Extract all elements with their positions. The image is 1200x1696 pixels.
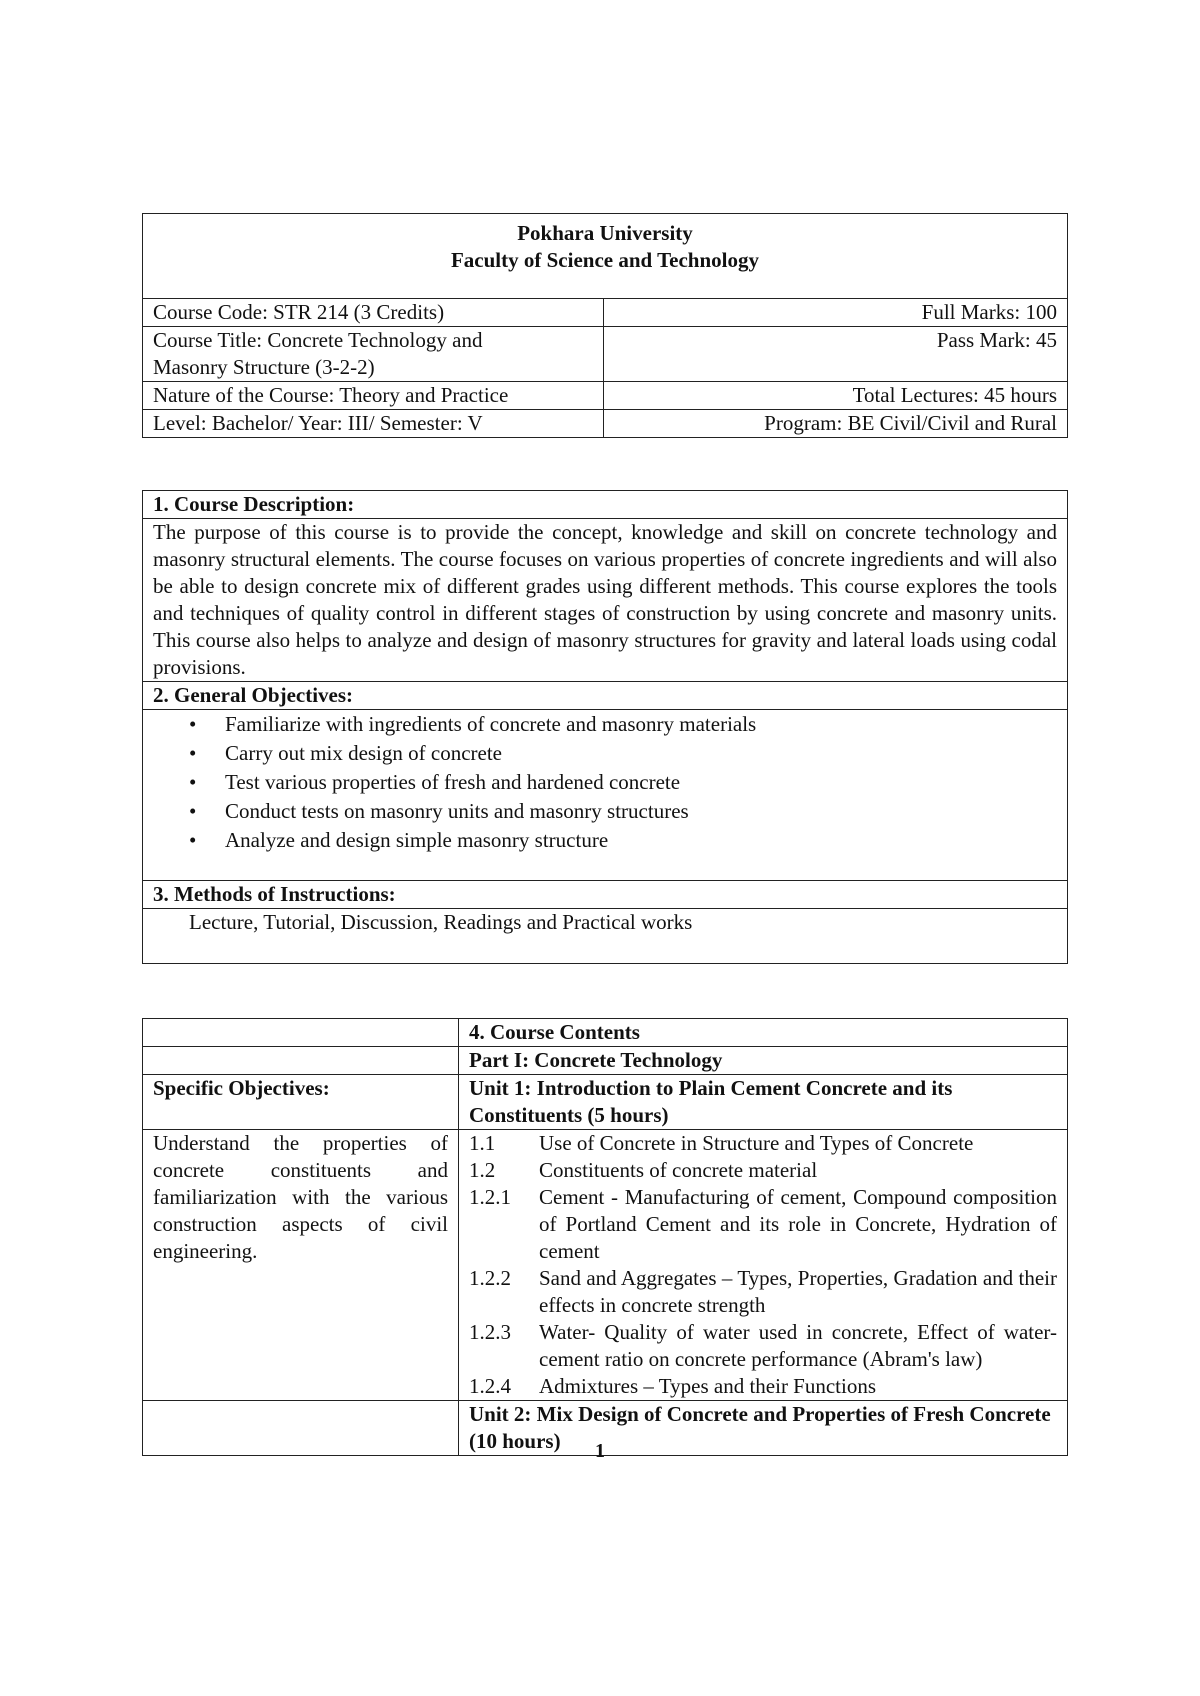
contents-heading: 4. Course Contents	[459, 1019, 1068, 1047]
part1-heading: Part I: Concrete Technology	[459, 1047, 1068, 1075]
total-lectures: Total Lectures: 45 hours	[604, 382, 1068, 410]
course-title-line2: Masonry Structure (3-2-2)	[153, 355, 375, 379]
course-nature: Nature of the Course: Theory and Practice	[143, 382, 604, 410]
objectives-list	[153, 710, 1057, 855]
methods-text: Lecture, Tutorial, Discussion, Readings and Practical works	[143, 909, 1068, 964]
item-text: Admixtures – Types and their Functions	[539, 1374, 877, 1398]
description-heading: 1. Course Description:	[143, 491, 1068, 519]
course-contents-table	[142, 1018, 1068, 1456]
list-item: • Carry out mix design of concrete	[225, 739, 1057, 768]
course-code: Course Code: STR 214 (3 Credits)	[143, 299, 604, 327]
item-number: 1.2.3	[469, 1320, 511, 1344]
unit2-title: Unit 2: Mix Design of Concrete and Properties of Fresh Concrete (10 hours)	[459, 1401, 1068, 1456]
list-item	[469, 1184, 1057, 1265]
header-cell	[143, 214, 1068, 299]
specific-objectives-label: Specific Objectives:	[143, 1075, 459, 1130]
unit1-contents	[459, 1130, 1068, 1401]
faculty-name: Faculty of Science and Technology	[450, 248, 760, 272]
university-name: Pokhara University	[517, 221, 693, 245]
item-text: Constituents of concrete material	[539, 1158, 818, 1182]
unit1-objective: Understand the properties of concrete constituents and familiarization with the various construction aspects of civil engineering.	[143, 1130, 459, 1401]
item-text: Water- Quality of water used in concrete, Effect of water-cement ratio on concrete performance (Abram's law)	[539, 1320, 1057, 1371]
description-text: The purpose of this course is to provide the concept, knowledge and skill on concrete technology and masonry structural elements. The course focuses on various properties of concrete ingredients and will also be able to design concrete mix of different grades using different methods. This course explores the tools and techniques of quality control in different stages of construction by using concrete and masonry units. This course also helps to analyze and design of masonry structures for gravity and lateral loads using codal provisions.	[143, 519, 1068, 682]
list-item	[469, 1319, 1057, 1373]
item-text: Use of Concrete in Structure and Types of Concrete	[539, 1131, 974, 1155]
list-item: • Familiarize with ingredients of concrete and masonry materials	[225, 710, 1057, 739]
objectives-cell	[143, 710, 1068, 881]
list-item	[469, 1130, 1057, 1157]
item-number: 1.2.2	[469, 1266, 511, 1290]
course-overview-table	[142, 490, 1068, 964]
course-info-table	[142, 213, 1068, 438]
course-title	[143, 327, 604, 382]
list-item	[469, 1157, 1057, 1184]
course-title-line1: Course Title: Concrete Technology and	[153, 328, 483, 352]
list-item: • Analyze and design simple masonry structure	[225, 826, 1057, 855]
item-text: Cement - Manufacturing of cement, Compound composition of Portland Cement and its role in Concrete, Hydration of cement	[539, 1185, 1057, 1263]
item-number: 1.2.1	[469, 1185, 511, 1209]
objectives-heading: 2. General Objectives:	[143, 682, 1068, 710]
pass-mark: Pass Mark: 45	[604, 327, 1068, 382]
item-number: 1.2	[469, 1158, 496, 1182]
empty-cell	[143, 1019, 459, 1047]
methods-heading: 3. Methods of Instructions:	[143, 881, 1068, 909]
list-item: • Test various properties of fresh and hardened concrete	[225, 768, 1057, 797]
item-text: Sand and Aggregates – Types, Properties, Gradation and their effects in concrete strength	[539, 1266, 1057, 1317]
course-level: Level: Bachelor/ Year: III/ Semester: V	[143, 410, 604, 438]
list-item: • Conduct tests on masonry units and masonry structures	[225, 797, 1057, 826]
full-marks: Full Marks: 100	[604, 299, 1068, 327]
empty-cell	[143, 1047, 459, 1075]
program: Program: BE Civil/Civil and Rural	[604, 410, 1068, 438]
list-item	[469, 1265, 1057, 1319]
item-number: 1.2.4	[469, 1374, 511, 1398]
list-item	[469, 1373, 1057, 1400]
unit1-title: Unit 1: Introduction to Plain Cement Concrete and its Constituents (5 hours)	[459, 1075, 1068, 1130]
page-number: 1	[595, 1440, 605, 1462]
item-number: 1.1	[469, 1131, 496, 1155]
